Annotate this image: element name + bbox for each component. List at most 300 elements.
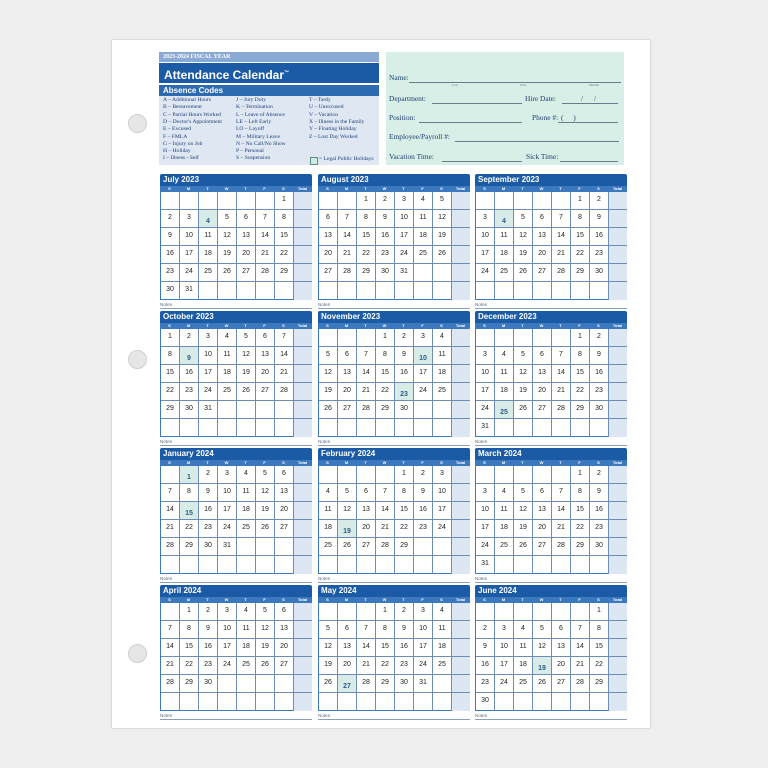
empty-day-cell[interactable] <box>495 603 514 621</box>
week-total-cell[interactable] <box>294 419 312 437</box>
day-cell[interactable] <box>161 502 180 520</box>
day-cell[interactable] <box>256 329 275 347</box>
day-cell[interactable] <box>514 347 533 365</box>
week-total-cell[interactable] <box>452 383 470 401</box>
day-cell[interactable] <box>552 264 571 282</box>
week-total-cell[interactable] <box>452 675 470 693</box>
day-cell[interactable] <box>338 228 357 246</box>
empty-day-cell[interactable] <box>338 466 357 484</box>
day-cell[interactable] <box>533 675 552 693</box>
holiday-day-cell[interactable] <box>414 347 433 365</box>
empty-day-cell[interactable] <box>338 693 357 711</box>
day-cell[interactable] <box>514 675 533 693</box>
empty-day-cell[interactable] <box>161 192 180 210</box>
day-cell[interactable] <box>256 502 275 520</box>
day-cell[interactable] <box>275 466 294 484</box>
empty-day-cell[interactable] <box>357 603 376 621</box>
day-cell[interactable] <box>357 484 376 502</box>
empty-day-cell[interactable] <box>256 556 275 574</box>
holiday-day-cell[interactable] <box>495 401 514 419</box>
empty-day-cell[interactable] <box>495 192 514 210</box>
empty-day-cell[interactable] <box>533 419 552 437</box>
empty-day-cell[interactable] <box>319 603 338 621</box>
notes-line[interactable]: Notes <box>160 302 312 309</box>
day-cell[interactable] <box>218 383 237 401</box>
day-cell[interactable] <box>237 246 256 264</box>
day-cell[interactable] <box>275 192 294 210</box>
day-cell[interactable] <box>414 383 433 401</box>
position-field[interactable] <box>419 122 522 123</box>
day-cell[interactable] <box>180 603 199 621</box>
day-cell[interactable] <box>376 210 395 228</box>
empty-day-cell[interactable] <box>590 419 609 437</box>
day-cell[interactable] <box>256 264 275 282</box>
day-cell[interactable] <box>590 383 609 401</box>
empty-day-cell[interactable] <box>275 282 294 300</box>
week-total-cell[interactable] <box>294 329 312 347</box>
day-cell[interactable] <box>180 383 199 401</box>
day-cell[interactable] <box>533 365 552 383</box>
day-cell[interactable] <box>433 192 452 210</box>
day-cell[interactable] <box>590 192 609 210</box>
day-cell[interactable] <box>319 401 338 419</box>
day-cell[interactable] <box>199 466 218 484</box>
empty-day-cell[interactable] <box>357 282 376 300</box>
day-cell[interactable] <box>533 347 552 365</box>
empty-day-cell[interactable] <box>433 282 452 300</box>
day-cell[interactable] <box>495 657 514 675</box>
empty-day-cell[interactable] <box>514 192 533 210</box>
day-cell[interactable] <box>161 282 180 300</box>
week-total-cell[interactable] <box>294 210 312 228</box>
day-cell[interactable] <box>414 210 433 228</box>
empty-day-cell[interactable] <box>161 419 180 437</box>
day-cell[interactable] <box>433 484 452 502</box>
empty-day-cell[interactable] <box>256 401 275 419</box>
day-cell[interactable] <box>338 210 357 228</box>
empty-day-cell[interactable] <box>161 556 180 574</box>
week-total-cell[interactable] <box>294 383 312 401</box>
week-total-cell[interactable] <box>294 538 312 556</box>
week-total-cell[interactable] <box>609 347 627 365</box>
week-total-cell[interactable] <box>294 502 312 520</box>
day-cell[interactable] <box>571 192 590 210</box>
day-cell[interactable] <box>180 538 199 556</box>
week-total-cell[interactable] <box>452 347 470 365</box>
day-cell[interactable] <box>357 246 376 264</box>
day-cell[interactable] <box>319 639 338 657</box>
empty-day-cell[interactable] <box>237 556 256 574</box>
week-total-cell[interactable] <box>609 603 627 621</box>
day-cell[interactable] <box>571 228 590 246</box>
week-total-cell[interactable] <box>452 192 470 210</box>
day-cell[interactable] <box>533 520 552 538</box>
day-cell[interactable] <box>199 401 218 419</box>
empty-day-cell[interactable] <box>533 329 552 347</box>
holiday-day-cell[interactable] <box>180 466 199 484</box>
week-total-cell[interactable] <box>452 621 470 639</box>
day-cell[interactable] <box>414 520 433 538</box>
day-cell[interactable] <box>237 639 256 657</box>
day-cell[interactable] <box>237 466 256 484</box>
day-cell[interactable] <box>476 520 495 538</box>
day-cell[interactable] <box>571 329 590 347</box>
day-cell[interactable] <box>376 365 395 383</box>
notes-line[interactable]: Notes <box>475 713 627 720</box>
day-cell[interactable] <box>414 621 433 639</box>
empty-day-cell[interactable] <box>395 556 414 574</box>
holiday-day-cell[interactable] <box>533 657 552 675</box>
day-cell[interactable] <box>161 246 180 264</box>
day-cell[interactable] <box>395 210 414 228</box>
day-cell[interactable] <box>476 228 495 246</box>
week-total-cell[interactable] <box>452 466 470 484</box>
day-cell[interactable] <box>433 329 452 347</box>
empty-day-cell[interactable] <box>476 466 495 484</box>
empty-day-cell[interactable] <box>237 282 256 300</box>
empty-day-cell[interactable] <box>319 329 338 347</box>
empty-day-cell[interactable] <box>357 419 376 437</box>
day-cell[interactable] <box>433 246 452 264</box>
day-cell[interactable] <box>161 228 180 246</box>
notes-line[interactable]: Notes <box>318 576 470 583</box>
day-cell[interactable] <box>180 329 199 347</box>
week-total-cell[interactable] <box>609 502 627 520</box>
empty-day-cell[interactable] <box>357 329 376 347</box>
week-total-cell[interactable] <box>609 192 627 210</box>
day-cell[interactable] <box>590 210 609 228</box>
empty-day-cell[interactable] <box>319 282 338 300</box>
empty-day-cell[interactable] <box>414 282 433 300</box>
day-cell[interactable] <box>256 347 275 365</box>
day-cell[interactable] <box>338 246 357 264</box>
empty-day-cell[interactable] <box>395 419 414 437</box>
week-total-cell[interactable] <box>609 246 627 264</box>
day-cell[interactable] <box>514 520 533 538</box>
week-total-cell[interactable] <box>452 484 470 502</box>
day-cell[interactable] <box>357 538 376 556</box>
empty-day-cell[interactable] <box>256 693 275 711</box>
day-cell[interactable] <box>218 246 237 264</box>
empty-day-cell[interactable] <box>571 282 590 300</box>
day-cell[interactable] <box>275 329 294 347</box>
day-cell[interactable] <box>571 639 590 657</box>
day-cell[interactable] <box>590 466 609 484</box>
empty-day-cell[interactable] <box>495 556 514 574</box>
week-total-cell[interactable] <box>294 693 312 711</box>
day-cell[interactable] <box>338 657 357 675</box>
day-cell[interactable] <box>552 621 571 639</box>
empty-day-cell[interactable] <box>514 603 533 621</box>
day-cell[interactable] <box>357 192 376 210</box>
empty-day-cell[interactable] <box>237 675 256 693</box>
empty-day-cell[interactable] <box>237 538 256 556</box>
day-cell[interactable] <box>376 347 395 365</box>
day-cell[interactable] <box>514 383 533 401</box>
empty-day-cell[interactable] <box>237 192 256 210</box>
day-cell[interactable] <box>495 246 514 264</box>
empty-day-cell[interactable] <box>275 419 294 437</box>
day-cell[interactable] <box>218 466 237 484</box>
day-cell[interactable] <box>199 639 218 657</box>
day-cell[interactable] <box>590 228 609 246</box>
empty-day-cell[interactable] <box>218 401 237 419</box>
holiday-day-cell[interactable] <box>395 383 414 401</box>
empty-day-cell[interactable] <box>180 192 199 210</box>
empty-day-cell[interactable] <box>552 192 571 210</box>
empty-day-cell[interactable] <box>376 282 395 300</box>
empty-day-cell[interactable] <box>552 329 571 347</box>
empty-day-cell[interactable] <box>571 556 590 574</box>
day-cell[interactable] <box>357 401 376 419</box>
day-cell[interactable] <box>514 264 533 282</box>
day-cell[interactable] <box>218 538 237 556</box>
day-cell[interactable] <box>414 329 433 347</box>
day-cell[interactable] <box>357 639 376 657</box>
empty-day-cell[interactable] <box>571 419 590 437</box>
notes-line[interactable]: Notes <box>318 302 470 309</box>
day-cell[interactable] <box>338 383 357 401</box>
empty-day-cell[interactable] <box>218 556 237 574</box>
empty-day-cell[interactable] <box>338 329 357 347</box>
day-cell[interactable] <box>433 365 452 383</box>
day-cell[interactable] <box>338 538 357 556</box>
holiday-day-cell[interactable] <box>199 210 218 228</box>
empty-day-cell[interactable] <box>256 419 275 437</box>
day-cell[interactable] <box>590 520 609 538</box>
day-cell[interactable] <box>433 347 452 365</box>
day-cell[interactable] <box>476 246 495 264</box>
day-cell[interactable] <box>495 383 514 401</box>
day-cell[interactable] <box>275 520 294 538</box>
day-cell[interactable] <box>275 603 294 621</box>
day-cell[interactable] <box>376 383 395 401</box>
day-cell[interactable] <box>395 264 414 282</box>
week-total-cell[interactable] <box>609 520 627 538</box>
day-cell[interactable] <box>319 228 338 246</box>
day-cell[interactable] <box>395 466 414 484</box>
empty-day-cell[interactable] <box>395 282 414 300</box>
day-cell[interactable] <box>433 210 452 228</box>
day-cell[interactable] <box>275 657 294 675</box>
day-cell[interactable] <box>414 657 433 675</box>
day-cell[interactable] <box>199 365 218 383</box>
day-cell[interactable] <box>218 657 237 675</box>
day-cell[interactable] <box>338 639 357 657</box>
week-total-cell[interactable] <box>609 365 627 383</box>
day-cell[interactable] <box>552 484 571 502</box>
day-cell[interactable] <box>395 639 414 657</box>
empty-day-cell[interactable] <box>414 556 433 574</box>
empty-day-cell[interactable] <box>433 675 452 693</box>
empty-day-cell[interactable] <box>414 419 433 437</box>
day-cell[interactable] <box>433 639 452 657</box>
day-cell[interactable] <box>275 365 294 383</box>
holiday-day-cell[interactable] <box>495 210 514 228</box>
day-cell[interactable] <box>256 484 275 502</box>
day-cell[interactable] <box>395 603 414 621</box>
notes-line[interactable]: Notes <box>475 439 627 446</box>
day-cell[interactable] <box>395 365 414 383</box>
day-cell[interactable] <box>590 246 609 264</box>
day-cell[interactable] <box>256 466 275 484</box>
empty-day-cell[interactable] <box>338 282 357 300</box>
empty-day-cell[interactable] <box>533 693 552 711</box>
day-cell[interactable] <box>514 502 533 520</box>
day-cell[interactable] <box>495 520 514 538</box>
day-cell[interactable] <box>199 329 218 347</box>
day-cell[interactable] <box>338 401 357 419</box>
week-total-cell[interactable] <box>294 347 312 365</box>
day-cell[interactable] <box>319 484 338 502</box>
day-cell[interactable] <box>395 538 414 556</box>
empty-day-cell[interactable] <box>533 282 552 300</box>
week-total-cell[interactable] <box>452 401 470 419</box>
day-cell[interactable] <box>571 347 590 365</box>
empty-day-cell[interactable] <box>476 329 495 347</box>
week-total-cell[interactable] <box>294 520 312 538</box>
day-cell[interactable] <box>552 520 571 538</box>
empty-day-cell[interactable] <box>533 556 552 574</box>
week-total-cell[interactable] <box>452 228 470 246</box>
day-cell[interactable] <box>395 228 414 246</box>
day-cell[interactable] <box>414 466 433 484</box>
empty-day-cell[interactable] <box>590 693 609 711</box>
empty-day-cell[interactable] <box>275 538 294 556</box>
day-cell[interactable] <box>476 621 495 639</box>
day-cell[interactable] <box>395 401 414 419</box>
day-cell[interactable] <box>161 383 180 401</box>
empty-day-cell[interactable] <box>319 192 338 210</box>
day-cell[interactable] <box>590 657 609 675</box>
empty-day-cell[interactable] <box>552 282 571 300</box>
empty-day-cell[interactable] <box>552 419 571 437</box>
day-cell[interactable] <box>476 401 495 419</box>
day-cell[interactable] <box>514 210 533 228</box>
week-total-cell[interactable] <box>609 621 627 639</box>
week-total-cell[interactable] <box>294 484 312 502</box>
empty-day-cell[interactable] <box>256 675 275 693</box>
day-cell[interactable] <box>476 538 495 556</box>
week-total-cell[interactable] <box>294 639 312 657</box>
day-cell[interactable] <box>256 365 275 383</box>
day-cell[interactable] <box>433 520 452 538</box>
week-total-cell[interactable] <box>452 556 470 574</box>
day-cell[interactable] <box>161 347 180 365</box>
day-cell[interactable] <box>571 210 590 228</box>
day-cell[interactable] <box>533 228 552 246</box>
day-cell[interactable] <box>552 639 571 657</box>
day-cell[interactable] <box>275 228 294 246</box>
day-cell[interactable] <box>338 484 357 502</box>
day-cell[interactable] <box>357 365 376 383</box>
day-cell[interactable] <box>180 520 199 538</box>
day-cell[interactable] <box>433 621 452 639</box>
day-cell[interactable] <box>495 484 514 502</box>
day-cell[interactable] <box>552 538 571 556</box>
empty-day-cell[interactable] <box>357 556 376 574</box>
empty-day-cell[interactable] <box>495 693 514 711</box>
notes-line[interactable]: Notes <box>160 439 312 446</box>
empty-day-cell[interactable] <box>338 419 357 437</box>
day-cell[interactable] <box>199 484 218 502</box>
empty-day-cell[interactable] <box>199 419 218 437</box>
day-cell[interactable] <box>275 484 294 502</box>
day-cell[interactable] <box>552 365 571 383</box>
day-cell[interactable] <box>319 210 338 228</box>
day-cell[interactable] <box>495 538 514 556</box>
empty-day-cell[interactable] <box>590 282 609 300</box>
day-cell[interactable] <box>357 621 376 639</box>
day-cell[interactable] <box>319 264 338 282</box>
day-cell[interactable] <box>495 347 514 365</box>
day-cell[interactable] <box>357 228 376 246</box>
day-cell[interactable] <box>161 657 180 675</box>
empty-day-cell[interactable] <box>514 282 533 300</box>
day-cell[interactable] <box>414 365 433 383</box>
day-cell[interactable] <box>590 502 609 520</box>
day-cell[interactable] <box>275 621 294 639</box>
empty-day-cell[interactable] <box>199 282 218 300</box>
day-cell[interactable] <box>319 502 338 520</box>
day-cell[interactable] <box>590 639 609 657</box>
week-total-cell[interactable] <box>609 210 627 228</box>
week-total-cell[interactable] <box>452 520 470 538</box>
empty-day-cell[interactable] <box>414 264 433 282</box>
week-total-cell[interactable] <box>609 329 627 347</box>
day-cell[interactable] <box>376 401 395 419</box>
day-cell[interactable] <box>571 502 590 520</box>
empty-day-cell[interactable] <box>476 603 495 621</box>
day-cell[interactable] <box>199 383 218 401</box>
department-field[interactable] <box>432 103 522 104</box>
day-cell[interactable] <box>180 401 199 419</box>
day-cell[interactable] <box>590 484 609 502</box>
day-cell[interactable] <box>275 502 294 520</box>
day-cell[interactable] <box>180 210 199 228</box>
empty-day-cell[interactable] <box>433 419 452 437</box>
week-total-cell[interactable] <box>609 383 627 401</box>
week-total-cell[interactable] <box>294 264 312 282</box>
day-cell[interactable] <box>319 347 338 365</box>
empty-day-cell[interactable] <box>319 466 338 484</box>
day-cell[interactable] <box>476 502 495 520</box>
day-cell[interactable] <box>319 621 338 639</box>
week-total-cell[interactable] <box>294 282 312 300</box>
week-total-cell[interactable] <box>609 264 627 282</box>
day-cell[interactable] <box>590 401 609 419</box>
week-total-cell[interactable] <box>609 401 627 419</box>
day-cell[interactable] <box>376 502 395 520</box>
day-cell[interactable] <box>433 228 452 246</box>
day-cell[interactable] <box>237 603 256 621</box>
empty-day-cell[interactable] <box>161 466 180 484</box>
day-cell[interactable] <box>590 329 609 347</box>
day-cell[interactable] <box>218 484 237 502</box>
day-cell[interactable] <box>275 383 294 401</box>
day-cell[interactable] <box>395 246 414 264</box>
day-cell[interactable] <box>395 675 414 693</box>
week-total-cell[interactable] <box>609 466 627 484</box>
day-cell[interactable] <box>237 329 256 347</box>
hire-date-field[interactable] <box>562 103 618 104</box>
day-cell[interactable] <box>218 603 237 621</box>
day-cell[interactable] <box>218 347 237 365</box>
empty-day-cell[interactable] <box>218 282 237 300</box>
day-cell[interactable] <box>476 210 495 228</box>
empty-day-cell[interactable] <box>319 556 338 574</box>
day-cell[interactable] <box>357 347 376 365</box>
